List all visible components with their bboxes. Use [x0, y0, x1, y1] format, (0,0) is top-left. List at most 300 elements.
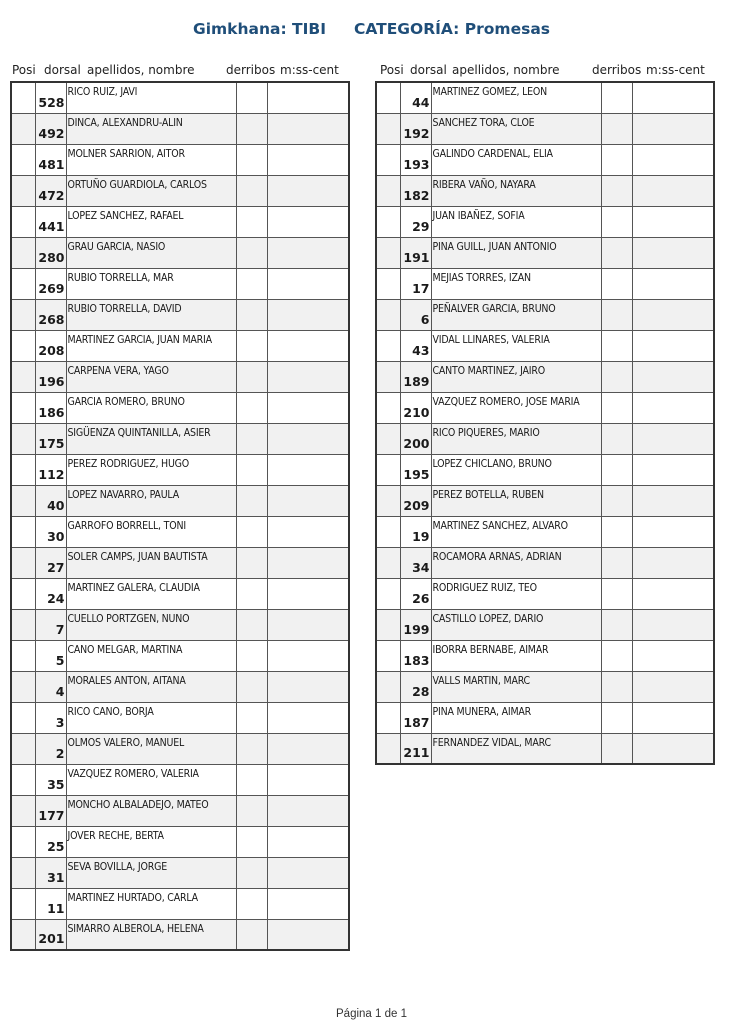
derribos-cell — [601, 578, 632, 609]
table-row — [376, 423, 714, 454]
derribos-cell — [601, 330, 632, 361]
derribos-cell — [236, 299, 267, 330]
posi-cell — [11, 578, 35, 609]
header-dorsal: dorsal — [44, 63, 81, 77]
header-posi: Posi — [12, 63, 36, 77]
dorsal-cell: 208 — [35, 330, 66, 361]
time-cell — [267, 795, 349, 826]
dorsal-cell: 201 — [35, 919, 66, 950]
time-cell — [267, 888, 349, 919]
time-cell — [632, 361, 714, 392]
posi-cell — [376, 392, 400, 423]
name-cell: GRAU GARCIA, NASIO — [66, 237, 236, 268]
posi-cell — [376, 299, 400, 330]
posi-cell — [376, 578, 400, 609]
derribos-cell — [236, 640, 267, 671]
dorsal-cell: 27 — [35, 547, 66, 578]
table-row — [376, 609, 714, 640]
header-posi: Posi — [380, 63, 404, 77]
derribos-cell — [236, 361, 267, 392]
name-cell: SOLER CAMPS, JUAN BAUTISTA — [66, 547, 236, 578]
name-cell: CASTILLO LOPEZ, DARIO — [431, 609, 601, 640]
time-cell — [267, 361, 349, 392]
dorsal-cell: 34 — [400, 547, 431, 578]
dorsal-cell: 28 — [400, 671, 431, 702]
posi-cell — [11, 330, 35, 361]
name-cell: PINA GUILL, JUAN ANTONIO — [431, 237, 601, 268]
name-cell: PEÑALVER GARCIA, BRUNO — [431, 299, 601, 330]
dorsal-cell: 209 — [400, 485, 431, 516]
name-cell: VIDAL LLINARES, VALERIA — [431, 330, 601, 361]
time-cell — [632, 485, 714, 516]
posi-cell — [11, 516, 35, 547]
posi-cell — [376, 671, 400, 702]
name-cell: VALLS MARTIN, MARC — [431, 671, 601, 702]
table-row — [376, 237, 714, 268]
table-row — [11, 175, 349, 206]
table-row — [376, 547, 714, 578]
time-cell — [632, 144, 714, 175]
time-cell — [632, 516, 714, 547]
time-cell — [267, 330, 349, 361]
name-cell: PINA MUNERA, AIMAR — [431, 702, 601, 733]
header-dorsal: dorsal — [410, 63, 447, 77]
dorsal-cell: 195 — [400, 454, 431, 485]
posi-cell — [11, 392, 35, 423]
name-cell: MARTINEZ GALERA, CLAUDIA — [66, 578, 236, 609]
right-results-table — [375, 81, 715, 765]
posi-cell — [11, 113, 35, 144]
name-cell: MOLNER SARRION, AITOR — [66, 144, 236, 175]
table-row — [11, 609, 349, 640]
dorsal-cell: 481 — [35, 144, 66, 175]
derribos-cell — [601, 609, 632, 640]
name-cell: VAZQUEZ ROMERO, VALERIA — [66, 764, 236, 795]
posi-cell — [11, 268, 35, 299]
posi-cell — [11, 640, 35, 671]
table-row — [376, 206, 714, 237]
dorsal-cell: 2 — [35, 733, 66, 764]
time-cell — [632, 113, 714, 144]
time-cell — [267, 764, 349, 795]
derribos-cell — [601, 361, 632, 392]
table-row — [376, 113, 714, 144]
dorsal-cell: 200 — [400, 423, 431, 454]
posi-cell — [376, 516, 400, 547]
time-cell — [267, 516, 349, 547]
time-cell — [267, 702, 349, 733]
posi-cell — [376, 330, 400, 361]
table-row — [376, 640, 714, 671]
name-cell: GALINDO CARDENAL, ELIA — [431, 144, 601, 175]
derribos-cell — [236, 764, 267, 795]
dorsal-cell: 40 — [35, 485, 66, 516]
derribos-cell — [601, 702, 632, 733]
dorsal-cell: 210 — [400, 392, 431, 423]
time-cell — [632, 547, 714, 578]
table-row — [376, 299, 714, 330]
name-cell: GARCIA ROMERO, BRUNO — [66, 392, 236, 423]
name-cell: PEREZ RODRIGUEZ, HUGO — [66, 454, 236, 485]
derribos-cell — [236, 919, 267, 950]
derribos-cell — [601, 733, 632, 764]
table-row — [11, 764, 349, 795]
posi-cell — [376, 547, 400, 578]
time-cell — [267, 547, 349, 578]
derribos-cell — [601, 175, 632, 206]
posi-cell — [11, 888, 35, 919]
dorsal-cell: 186 — [35, 392, 66, 423]
time-cell — [632, 578, 714, 609]
name-cell: PEREZ BOTELLA, RUBEN — [431, 485, 601, 516]
posi-cell — [11, 237, 35, 268]
posi-cell — [376, 361, 400, 392]
posi-cell — [376, 702, 400, 733]
time-cell — [267, 609, 349, 640]
derribos-cell — [601, 268, 632, 299]
time-cell — [267, 733, 349, 764]
posi-cell — [11, 454, 35, 485]
name-cell: JUAN IBAÑEZ, SOFIA — [431, 206, 601, 237]
table-row — [11, 113, 349, 144]
dorsal-cell: 44 — [400, 82, 431, 113]
name-cell: LOPEZ NAVARRO, PAULA — [66, 485, 236, 516]
dorsal-cell: 196 — [35, 361, 66, 392]
table-row — [11, 826, 349, 857]
dorsal-cell: 17 — [400, 268, 431, 299]
name-cell: SANCHEZ TORA, CLOE — [431, 113, 601, 144]
derribos-cell — [601, 113, 632, 144]
table-row — [11, 547, 349, 578]
time-cell — [632, 268, 714, 299]
table-row — [11, 485, 349, 516]
posi-cell — [11, 361, 35, 392]
time-cell — [267, 268, 349, 299]
page-title — [0, 20, 743, 38]
posi-cell — [376, 454, 400, 485]
table-row — [376, 702, 714, 733]
name-cell: ROCAMORA ARNAS, ADRIAN — [431, 547, 601, 578]
table-row — [11, 330, 349, 361]
name-cell: CARPENA VERA, YAGO — [66, 361, 236, 392]
derribos-cell — [236, 330, 267, 361]
derribos-cell — [236, 485, 267, 516]
derribos-cell — [236, 826, 267, 857]
table-row — [11, 919, 349, 950]
table-row — [11, 795, 349, 826]
name-cell: IBORRA BERNABE, AIMAR — [431, 640, 601, 671]
posi-cell — [11, 764, 35, 795]
table-row — [11, 144, 349, 175]
dorsal-cell: 19 — [400, 516, 431, 547]
derribos-cell — [601, 516, 632, 547]
name-cell: DINCA, ALEXANDRU-ALIN — [66, 113, 236, 144]
time-cell — [267, 113, 349, 144]
time-cell — [267, 175, 349, 206]
time-cell — [267, 82, 349, 113]
posi-cell — [376, 82, 400, 113]
dorsal-cell: 182 — [400, 175, 431, 206]
table-row — [11, 578, 349, 609]
derribos-cell — [236, 454, 267, 485]
derribos-cell — [236, 423, 267, 454]
name-cell: ORTUÑO GUARDIOLA, CARLOS — [66, 175, 236, 206]
time-cell — [267, 578, 349, 609]
posi-cell — [376, 609, 400, 640]
posi-cell — [376, 640, 400, 671]
derribos-cell — [236, 237, 267, 268]
posi-cell — [11, 826, 35, 857]
table-row — [376, 330, 714, 361]
derribos-cell — [236, 144, 267, 175]
posi-cell — [376, 733, 400, 764]
dorsal-cell: 528 — [35, 82, 66, 113]
derribos-cell — [236, 795, 267, 826]
posi-cell — [11, 423, 35, 454]
dorsal-cell: 7 — [35, 609, 66, 640]
derribos-cell — [236, 113, 267, 144]
name-cell: JOVER RECHE, BERTA — [66, 826, 236, 857]
header-derribos: derribos — [226, 63, 276, 77]
derribos-cell — [236, 857, 267, 888]
dorsal-cell: 25 — [35, 826, 66, 857]
derribos-cell — [236, 888, 267, 919]
table-row — [11, 671, 349, 702]
table-row — [376, 671, 714, 702]
dorsal-cell: 31 — [35, 857, 66, 888]
posi-cell — [11, 175, 35, 206]
derribos-cell — [601, 299, 632, 330]
derribos-cell — [236, 547, 267, 578]
table-row — [11, 237, 349, 268]
derribos-cell — [601, 82, 632, 113]
dorsal-cell: 192 — [400, 113, 431, 144]
time-cell — [267, 454, 349, 485]
posi-cell — [11, 144, 35, 175]
dorsal-cell: 6 — [400, 299, 431, 330]
dorsal-cell: 11 — [35, 888, 66, 919]
header-name: apellidos, nombre — [452, 63, 560, 77]
dorsal-cell: 24 — [35, 578, 66, 609]
header-time: m:ss-cent — [646, 63, 705, 77]
dorsal-cell: 492 — [35, 113, 66, 144]
table-row — [11, 423, 349, 454]
table-row — [11, 299, 349, 330]
name-cell: MARTINEZ SANCHEZ, ALVARO — [431, 516, 601, 547]
time-cell — [267, 144, 349, 175]
time-cell — [267, 423, 349, 454]
name-cell: OLMOS VALERO, MANUEL — [66, 733, 236, 764]
time-cell — [632, 454, 714, 485]
name-cell: MORALES ANTON, AITANA — [66, 671, 236, 702]
name-cell: RODRIGUEZ RUIZ, TEO — [431, 578, 601, 609]
table-row — [11, 454, 349, 485]
table-row — [11, 268, 349, 299]
posi-cell — [376, 485, 400, 516]
derribos-cell — [236, 516, 267, 547]
dorsal-cell: 4 — [35, 671, 66, 702]
time-cell — [632, 206, 714, 237]
dorsal-cell: 43 — [400, 330, 431, 361]
table-row — [11, 206, 349, 237]
dorsal-cell: 189 — [400, 361, 431, 392]
derribos-cell — [601, 237, 632, 268]
dorsal-cell: 177 — [35, 795, 66, 826]
table-row — [376, 144, 714, 175]
posi-cell — [11, 485, 35, 516]
time-cell — [632, 733, 714, 764]
time-cell — [632, 330, 714, 361]
posi-cell — [376, 113, 400, 144]
dorsal-cell: 441 — [35, 206, 66, 237]
posi-cell — [11, 795, 35, 826]
derribos-cell — [236, 82, 267, 113]
derribos-cell — [601, 206, 632, 237]
table-row — [376, 578, 714, 609]
time-cell — [267, 671, 349, 702]
posi-cell — [11, 702, 35, 733]
name-cell: RUBIO TORRELLA, MAR — [66, 268, 236, 299]
name-cell: LOPEZ CHICLANO, BRUNO — [431, 454, 601, 485]
time-cell — [632, 671, 714, 702]
time-cell — [267, 857, 349, 888]
time-cell — [267, 919, 349, 950]
dorsal-cell: 191 — [400, 237, 431, 268]
derribos-cell — [601, 454, 632, 485]
posi-cell — [11, 919, 35, 950]
name-cell: MARTINEZ GARCIA, JUAN MARIA — [66, 330, 236, 361]
header-time: m:ss-cent — [280, 63, 339, 77]
dorsal-cell: 472 — [35, 175, 66, 206]
derribos-cell — [236, 702, 267, 733]
dorsal-cell: 30 — [35, 516, 66, 547]
derribos-cell — [236, 578, 267, 609]
table-row — [376, 175, 714, 206]
posi-cell — [11, 206, 35, 237]
dorsal-cell: 199 — [400, 609, 431, 640]
name-cell: SIGÜENZA QUINTANILLA, ASIER — [66, 423, 236, 454]
derribos-cell — [236, 609, 267, 640]
posi-cell — [376, 237, 400, 268]
dorsal-cell: 211 — [400, 733, 431, 764]
name-cell: LOPEZ SANCHEZ, RAFAEL — [66, 206, 236, 237]
table-row — [11, 702, 349, 733]
posi-cell — [376, 206, 400, 237]
derribos-cell — [236, 671, 267, 702]
time-cell — [632, 640, 714, 671]
posi-cell — [376, 268, 400, 299]
time-cell — [267, 237, 349, 268]
time-cell — [267, 299, 349, 330]
posi-cell — [11, 671, 35, 702]
name-cell: MARTINEZ GOMEZ, LEON — [431, 82, 601, 113]
time-cell — [632, 392, 714, 423]
table-row — [376, 485, 714, 516]
name-cell: FERNANDEZ VIDAL, MARC — [431, 733, 601, 764]
dorsal-cell: 187 — [400, 702, 431, 733]
table-row — [376, 454, 714, 485]
table-row — [376, 392, 714, 423]
time-cell — [632, 299, 714, 330]
dorsal-cell: 26 — [400, 578, 431, 609]
table-row — [376, 82, 714, 113]
table-row — [11, 888, 349, 919]
name-cell: MONCHO ALBALADEJO, MATEO — [66, 795, 236, 826]
page-footer: Página 1 de 1 — [336, 1008, 407, 1020]
derribos-cell — [236, 175, 267, 206]
time-cell — [632, 702, 714, 733]
posi-cell — [11, 857, 35, 888]
name-cell: RICO CANO, BORJA — [66, 702, 236, 733]
table-row — [376, 268, 714, 299]
posi-cell — [11, 299, 35, 330]
posi-cell — [11, 733, 35, 764]
posi-cell — [376, 144, 400, 175]
table-row — [11, 392, 349, 423]
time-cell — [267, 392, 349, 423]
derribos-cell — [236, 206, 267, 237]
right-column-headers — [0, 63, 743, 79]
name-cell: SEVA BOVILLA, JORGE — [66, 857, 236, 888]
event-title: Gimkhana: TIBI — [192, 20, 326, 38]
derribos-cell — [236, 392, 267, 423]
time-cell — [632, 609, 714, 640]
name-cell: RUBIO TORRELLA, DAVID — [66, 299, 236, 330]
derribos-cell — [601, 485, 632, 516]
left-results-table — [10, 81, 350, 951]
category-title: CATEGORÍA: Promesas — [353, 20, 551, 38]
name-cell: CANTO MARTINEZ, JAIRO — [431, 361, 601, 392]
derribos-cell — [236, 733, 267, 764]
time-cell — [267, 640, 349, 671]
table-row — [376, 361, 714, 392]
name-cell: SIMARRO ALBEROLA, HELENA — [66, 919, 236, 950]
dorsal-cell: 3 — [35, 702, 66, 733]
table-row — [11, 516, 349, 547]
dorsal-cell: 183 — [400, 640, 431, 671]
time-cell — [267, 206, 349, 237]
dorsal-cell: 269 — [35, 268, 66, 299]
table-row — [376, 733, 714, 764]
time-cell — [267, 485, 349, 516]
name-cell: GARROFO BORRELL, TONI — [66, 516, 236, 547]
derribos-cell — [601, 144, 632, 175]
table-row — [11, 82, 349, 113]
header-name: apellidos, nombre — [87, 63, 195, 77]
derribos-cell — [601, 423, 632, 454]
posi-cell — [376, 423, 400, 454]
dorsal-cell: 280 — [35, 237, 66, 268]
derribos-cell — [601, 640, 632, 671]
dorsal-cell: 35 — [35, 764, 66, 795]
dorsal-cell: 29 — [400, 206, 431, 237]
time-cell — [632, 237, 714, 268]
derribos-cell — [601, 547, 632, 578]
posi-cell — [11, 82, 35, 113]
dorsal-cell: 112 — [35, 454, 66, 485]
posi-cell — [11, 609, 35, 640]
header-derribos: derribos — [592, 63, 642, 77]
dorsal-cell: 175 — [35, 423, 66, 454]
table-row — [11, 361, 349, 392]
table-row — [11, 640, 349, 671]
dorsal-cell: 5 — [35, 640, 66, 671]
name-cell: RICO PIQUERES, MARIO — [431, 423, 601, 454]
posi-cell — [376, 175, 400, 206]
name-cell: MEJIAS TORRES, IZAN — [431, 268, 601, 299]
time-cell — [632, 175, 714, 206]
table-row — [11, 857, 349, 888]
